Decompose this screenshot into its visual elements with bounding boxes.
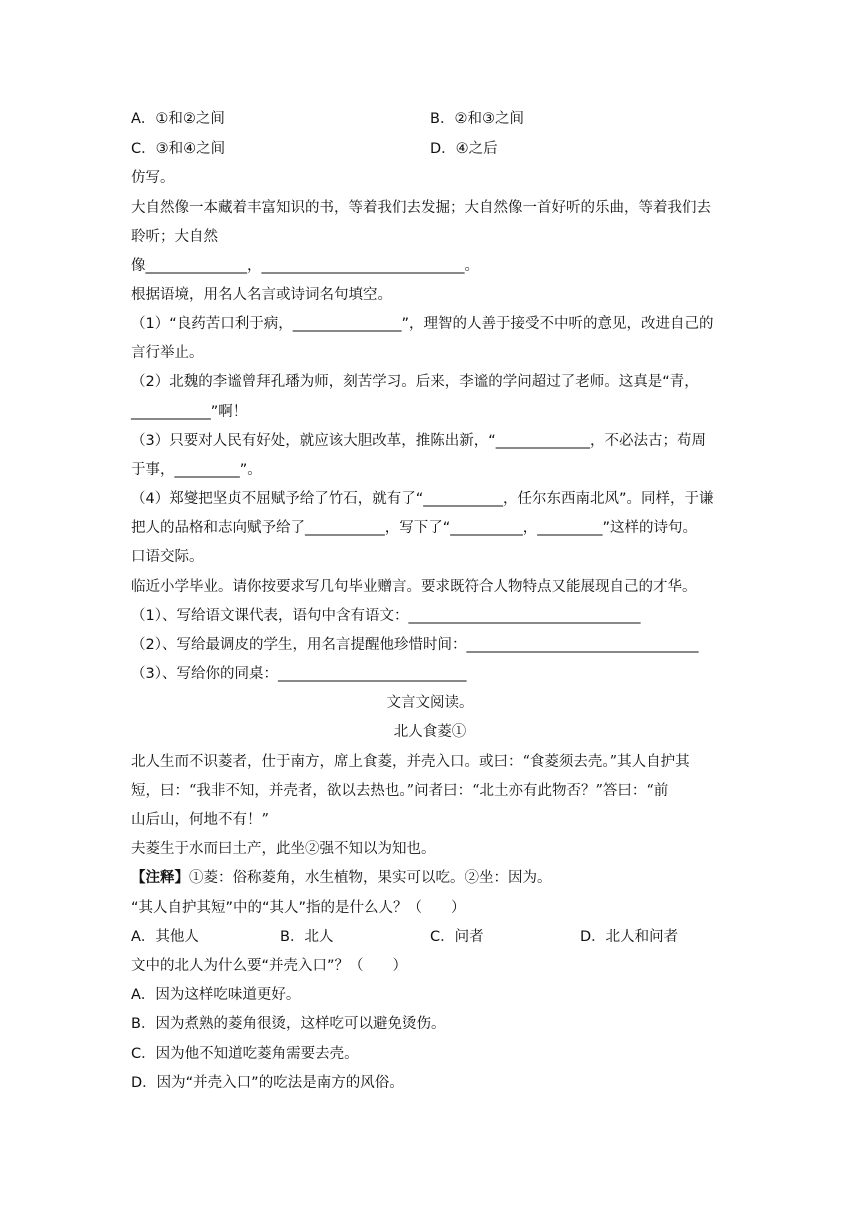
passage-line-4: 夫菱生于水而曰土产，此坐②强不知以为知也。 bbox=[131, 841, 436, 857]
annotation-text: ①菱：俗称菱角，水生植物，果实可以吃。②坐：因为。 bbox=[189, 870, 552, 886]
who-option-c: C．问者 bbox=[430, 929, 484, 945]
quote-item-4-line-2: 把人的品格和志向赋予给了___________，写下了“__________，_________”这样的诗句。 bbox=[131, 520, 698, 536]
question-who: “其人自护其短”中的“其人”指的是什么人？（ ） bbox=[131, 900, 466, 916]
oral-item-3: （3）、写给你的同桌：__________________________ bbox=[131, 666, 467, 682]
imitation-heading: 仿写。 bbox=[131, 170, 175, 186]
imitation-prompt-line-2: 聆听；大自然 bbox=[131, 229, 218, 245]
why-option-c: C．因为他不知道吃菱角需要去壳。 bbox=[131, 1046, 359, 1062]
imitation-prompt-line-1: 大自然像一本藏着丰富知识的书，等着我们去发掘；大自然像一首好听的乐曲，等着我们去 bbox=[131, 200, 711, 216]
oral-item-1: （1）、写给语文课代表，语句中含有语文：________________________________ bbox=[131, 608, 641, 624]
passage-line-3: 山后山，何地不有！” bbox=[131, 812, 269, 828]
option-a: A．①和②之间 bbox=[131, 111, 225, 127]
quote-item-2-line-2: ___________”啊！ bbox=[131, 404, 248, 420]
quote-item-2-line-1: （2）北魏的李谧曾拜孔璠为师，刻苦学习。后来，李谧的学问超过了老师。这真是“青， bbox=[131, 374, 699, 390]
imitation-answer-line: 像______________，____________________________。 bbox=[131, 258, 479, 274]
oral-item-2: （2）、写给最调皮的学生，用名言提醒他珍惜时间：________________________________ bbox=[131, 637, 699, 653]
why-option-a: A．因为这样吃味道更好。 bbox=[131, 987, 301, 1003]
annotation bbox=[131, 868, 552, 888]
quote-item-3-line-1: （3）只要对人民有好处，就应该大胆改革，推陈出新，“_____________，不必法古；苟周 bbox=[131, 433, 706, 449]
classical-title: 北人食菱① bbox=[393, 724, 467, 740]
quotes-heading: 根据语境，用名人名言或诗词名句填空。 bbox=[131, 287, 392, 303]
option-b: B．②和③之间 bbox=[430, 111, 524, 127]
quote-item-1-line-2: 言行举止。 bbox=[131, 345, 204, 361]
passage-line-1: 北人生而不识菱者，仕于南方，席上食菱，并壳入口。或曰：“食菱须去壳。”其人自护其 bbox=[131, 754, 690, 770]
passage-line-2: 短，曰：“我非不知，并壳者，欲以去热也。”问者曰：“北土亦有此物否？”答曰：“前 bbox=[131, 783, 669, 799]
oral-intro: 临近小学毕业。请你按要求写几句毕业赠言。要求既符合人物特点又能展现自己的才华。 bbox=[131, 579, 697, 595]
quote-item-1-line-1: （1）“良药苦口利于病，_______________”，理智的人善于接受不中听的意见，改进自己的 bbox=[131, 316, 714, 332]
why-option-d: D．因为“并壳入口”的吃法是南方的风俗。 bbox=[131, 1075, 404, 1091]
classical-heading: 文言文阅读。 bbox=[386, 695, 474, 711]
who-option-d: D．北人和问者 bbox=[580, 929, 679, 945]
annotation-label: 【注释】 bbox=[131, 869, 189, 886]
who-option-b: B．北人 bbox=[280, 929, 334, 945]
quote-item-4-line-1: （4）郑燮把坚贞不屈赋予给了竹石，就有了“___________，任尔东西南北风”。同样，于谦 bbox=[131, 491, 714, 507]
oral-heading: 口语交际。 bbox=[131, 549, 204, 565]
option-c: C．③和④之间 bbox=[131, 141, 226, 157]
option-d: D．④之后 bbox=[430, 141, 498, 157]
quote-item-3-line-2: 于事，_________”。 bbox=[131, 462, 262, 478]
question-why: 文中的北人为什么要“并壳入口”？（ ） bbox=[131, 958, 408, 974]
why-option-b: B．因为煮熟的菱角很烫，这样吃可以避免烫伤。 bbox=[131, 1016, 446, 1032]
who-option-a: A．其他人 bbox=[131, 929, 199, 945]
